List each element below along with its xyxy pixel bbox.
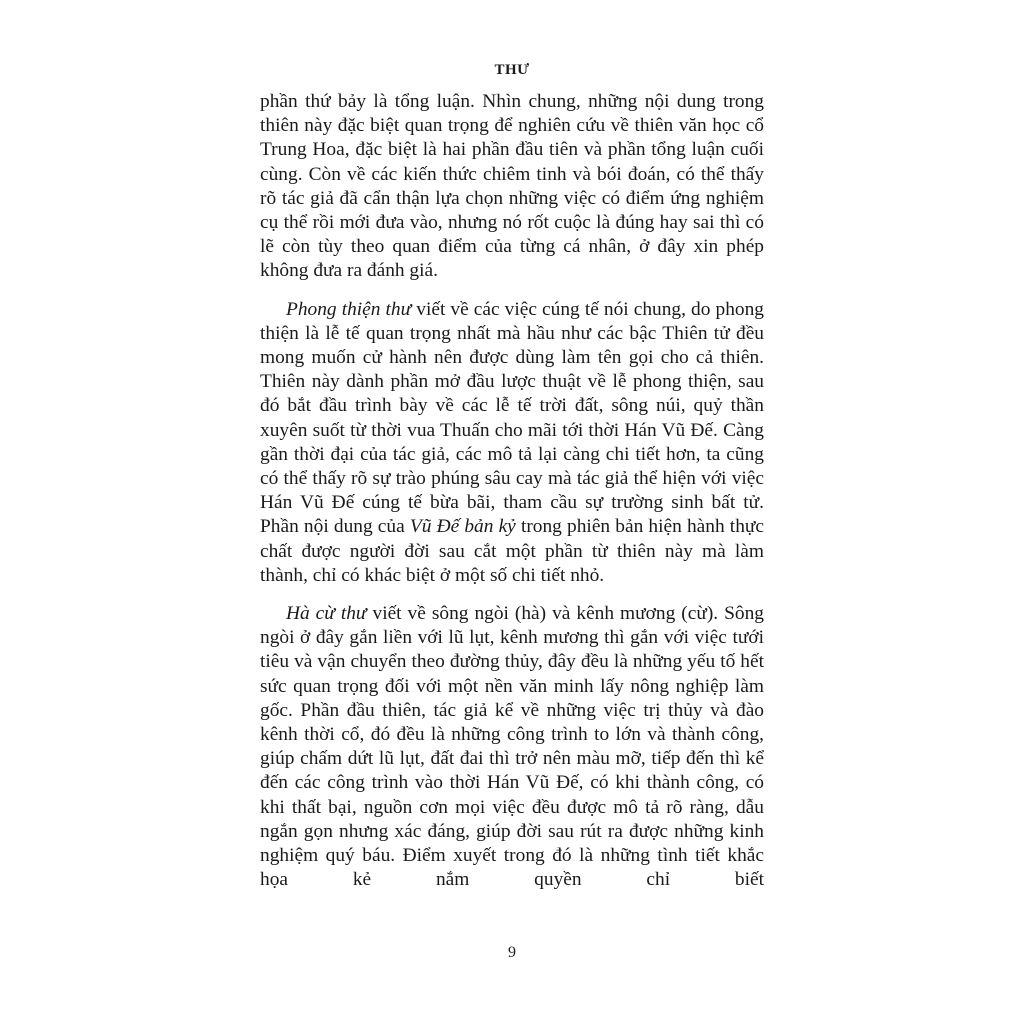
book-title-ha-cu-thu: Hà cừ thư — [286, 603, 367, 625]
page-number: 9 — [508, 944, 516, 961]
paragraph-phong-thien-thu — [260, 298, 764, 588]
paragraph-text: viết về các việc cúng tế nói chung, do phong thiện là lễ tế quan trọng nhất mà hầu như các bậc Thiên tử đều mong muốn cử hành nên được dùng làm tên gọi cho cả thiên. Thiên này dành phần mở đầu lược thuật về lễ phong thiện, sau đó bắt đầu trình bày về các lễ tế trời đất, sông núi, quỷ thần xuyên suốt từ thời vua Thuấn cho mãi tới thời Hán Vũ Đế. Càng gần thời đại của tác giả, các mô tả lại càng chi tiết hơn, ta cũng có thể thấy rõ sự trào phúng sâu cay mà tác giả thể hiện với việc Hán Vũ Đế cúng tế bừa bãi, tham cầu sự trường sinh bất tử. Phần nội dung của — [260, 298, 764, 538]
book-title-phong-thien-thu: Phong thiện thư — [286, 298, 412, 320]
paragraph-tong-luan: phần thứ bảy là tổng luận. Nhìn chung, những nội dung trong thiên này đặc biệt quan trọng để nghiên cứu về thiên văn học cổ Trung Hoa, đặc biệt là hai phần đầu tiên và phần tổng luận cuối cùng. Còn về các kiến thức chiêm tinh và bói đoán, có thể thấy rõ tác giả đã cẩn thận lựa chọn những việc có điểm ứng nghiệm cụ thể rồi mới đưa vào, nhưng nó rốt cuộc là đúng hay sai thì có lẽ còn tùy theo quan điểm của từng cá nhân, ở đây xin phép không đưa ra đánh giá. — [260, 91, 764, 282]
paragraph-text: viết về sông ngòi (hà) và kênh mương (cừ). Sông ngòi ở đây gắn liền với lũ lụt, kênh mương thì gắn với việc tưới tiêu và vận chuyển theo đường thủy, đây đều là những yếu tố hết sức quan trọng đối với một nền văn minh lấy nông nghiệp làm gốc. Phần đầu thiên, tác giả kể về những việc trị thủy và đào kênh thời cổ, đó đều là những công trình to lớn và thành công, giúp chấm dứt lũ lụt, đất đai thì trở nên màu mỡ, tiếp đến thì kể đến các công trình vào thời Hán Vũ Đế, có khi thành công, có khi thất bại, nguồn cơn mọi việc đều được mô tả rõ ràng, dẫu ngắn gọn nhưng xác đáng, giúp đời sau rút ra được những kinh nghiệm quý báu. Điểm xuyết trong đó là những tình tiết khắc họa kẻ nắm quyền chỉ biết — [260, 603, 764, 891]
book-title-vu-de-ban-ky: Vũ Đế bản kỷ — [409, 516, 516, 538]
body-text — [260, 90, 764, 893]
paragraph-ha-cu-thu — [260, 602, 764, 892]
paragraph-text: trong phiên bản hiện hành thực chất được người đời sau cắt một phần từ thiên này mà làm thành, chỉ có khác biệt ở một số chi tiết nhỏ. — [260, 516, 765, 586]
running-head: THƯ — [494, 62, 530, 78]
